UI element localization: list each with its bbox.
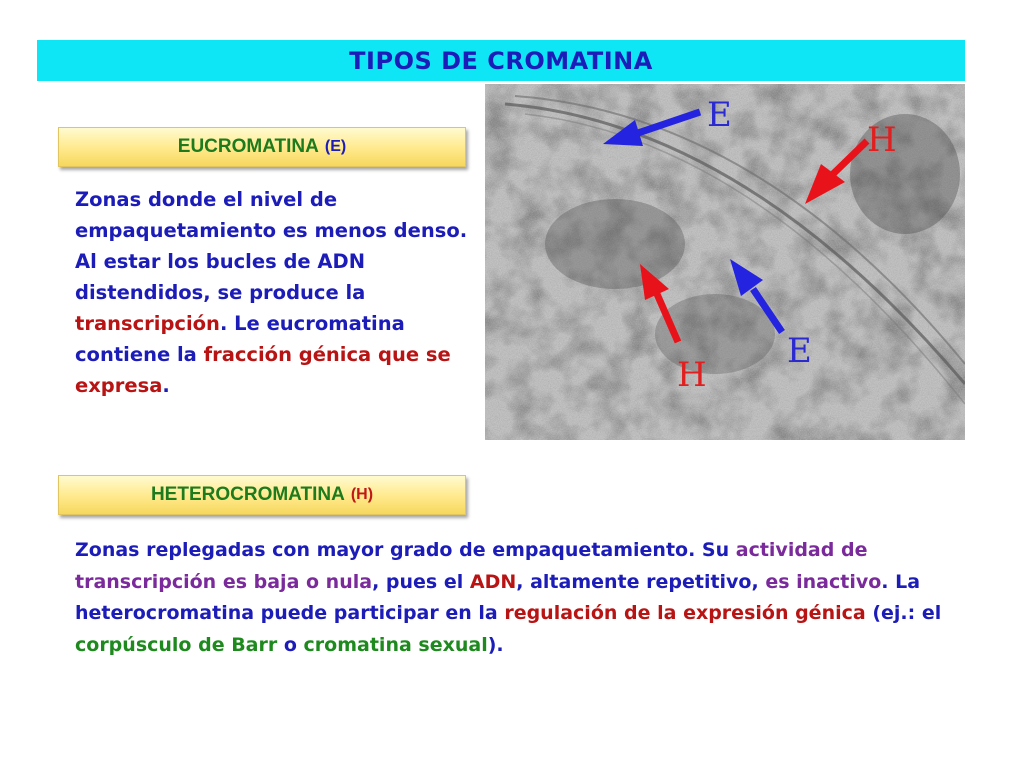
title-bar	[37, 40, 965, 81]
label-h-bottom: H	[677, 355, 707, 395]
heterocromatina-letter: (H)	[350, 486, 374, 503]
het-text-13: ).	[487, 633, 504, 656]
chromatin-micrograph	[485, 84, 965, 440]
het-text-cromatina-sexual: cromatina sexual	[303, 633, 488, 656]
het-text-3: , pues el	[372, 570, 470, 593]
het-text-regulacion: regulación de la expresión génica	[504, 602, 866, 624]
het-text-inactivo: es inactivo	[765, 570, 882, 593]
page-title: TIPOS DE CROMATINA	[349, 46, 653, 75]
het-text-actividad: actividad de transcripción es baja o nula	[75, 539, 868, 593]
euc-text-fraccion: fracción génica que se expresa	[75, 343, 451, 397]
het-text-9: (ej.: el	[865, 602, 942, 624]
eucromatina-label: EUCROMATINA	[177, 136, 319, 157]
heterocromatina-description	[75, 535, 955, 661]
euc-text-5: .	[162, 374, 170, 397]
het-text-11: o	[277, 633, 304, 656]
label-e-top: E	[707, 95, 732, 135]
eucromatina-letter: (E)	[324, 138, 347, 155]
het-text-5: , altamente repetitivo,	[516, 570, 766, 593]
label-h-top: H	[867, 120, 897, 160]
euc-text-1: Zonas donde el nivel de empaquetamiento es menos denso. Al estar los bucles de ADN distendidos, se produce la	[75, 188, 468, 304]
eucromatina-description	[75, 184, 475, 401]
het-text-1: Zonas replegadas con mayor grado de empaquetamiento. Su	[75, 539, 736, 561]
euc-text-transcripcion: transcripción	[75, 312, 220, 335]
het-text-adn: ADN	[469, 570, 517, 593]
heterocromatina-label-box	[58, 475, 466, 515]
eucromatina-label-box	[58, 127, 466, 167]
heterocromatina-label: HETEROCROMATINA	[150, 484, 345, 505]
het-text-7: . La heterocromatina puede participar en la	[75, 570, 921, 624]
euc-text-3: . Le eucromatina contiene la	[75, 312, 405, 366]
label-e-bottom: E	[787, 331, 812, 371]
het-text-barr: corpúsculo de Barr	[75, 633, 278, 656]
micrograph-image	[485, 84, 965, 440]
